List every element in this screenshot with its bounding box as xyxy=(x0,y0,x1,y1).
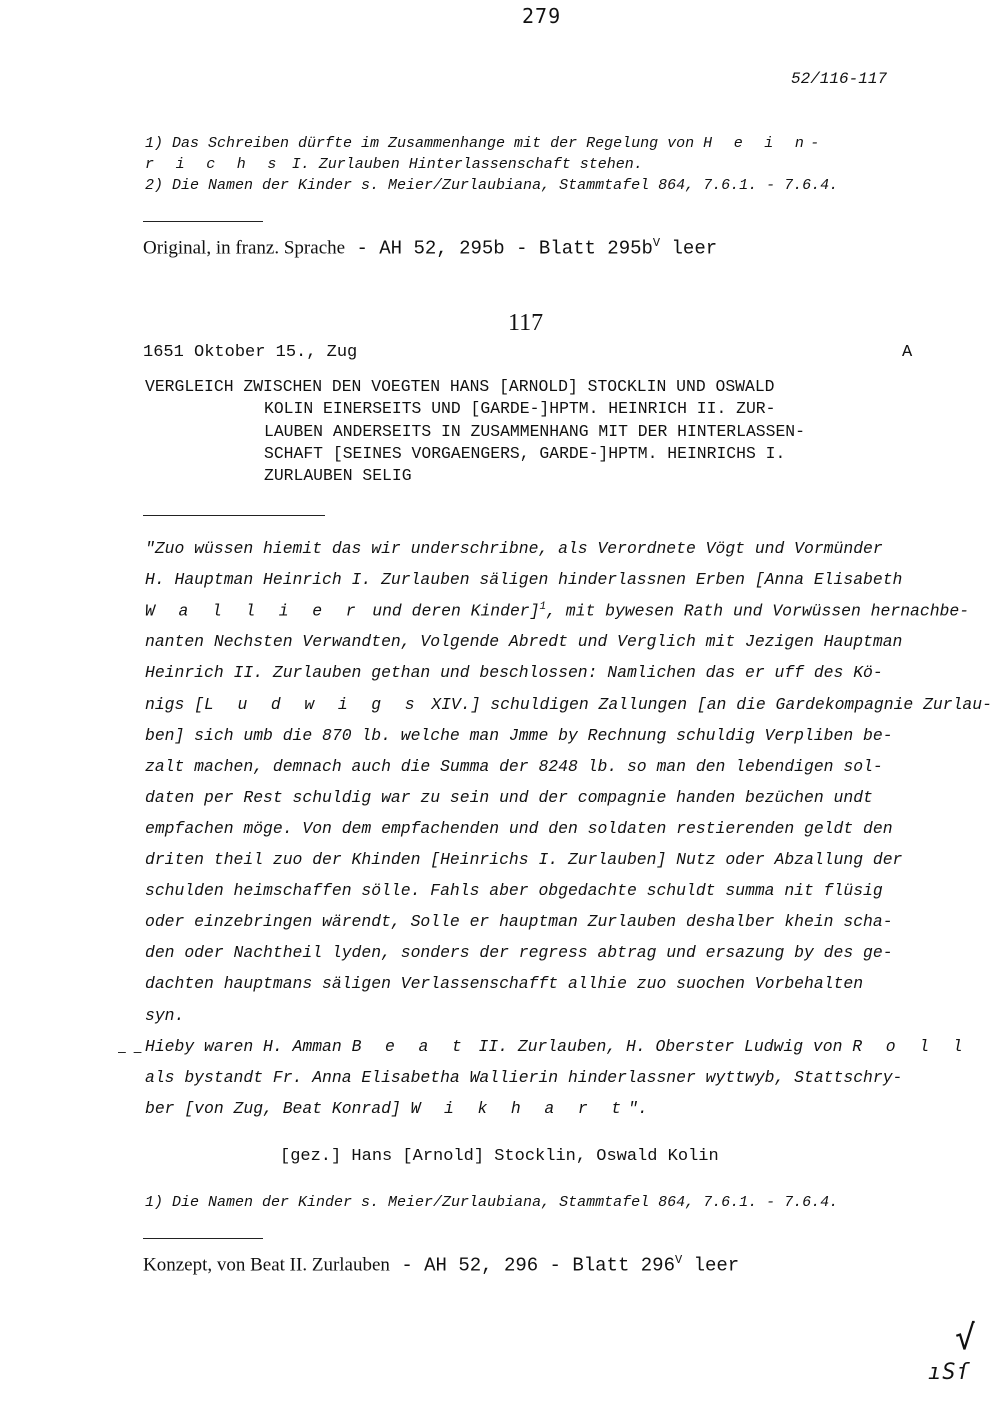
footnote-divider-top xyxy=(143,221,263,222)
source-note-117-ref: - AH 52, 296 - Blatt 296 xyxy=(389,1254,675,1277)
body-line xyxy=(145,974,863,993)
body-line xyxy=(145,943,893,962)
text-run: schulden heimschaffen sölle. Fahls aber obgedachte schuldt summa nit flüsig xyxy=(145,881,883,901)
source-note-117-leer: leer xyxy=(682,1254,740,1277)
text-run: nigs [ xyxy=(145,694,205,714)
footnote-line xyxy=(145,155,643,175)
handwritten-page-mark: ıSſ xyxy=(928,1360,971,1385)
body-line xyxy=(145,912,893,931)
text-run: als bystandt Fr. Anna Elisabetha Wallierin hinderlassner wyttwyb, Stattschry- xyxy=(145,1067,903,1087)
check-mark: √ xyxy=(955,1318,976,1358)
source-note-116-leer: leer xyxy=(660,237,718,260)
heading-divider xyxy=(143,515,325,516)
text-run: , mit bywesen Rath und Vorwüssen hernachbe- xyxy=(546,601,970,621)
heading-line: SCHAFT [SEINES VORGAENGERS, GARDE-]HPTM. HEINRICHS I. xyxy=(264,443,786,463)
spaced-name: R o l l xyxy=(852,1036,970,1056)
text-run: 2) Die Namen der Kinder s. Meier/Zurlaubiana, Stammtafel 864, 7.6.1. - 7.6.4. xyxy=(145,177,839,194)
body-line xyxy=(145,539,883,558)
body-line xyxy=(145,570,902,589)
text-run: Heinrich II. Zurlauben gethan und beschlossen: Namlichen das er uff des Kö- xyxy=(145,663,883,683)
text-run: H. Hauptman Heinrich I. Zurlauben säligen hinderlassnen Erben [Anna Elisabeth xyxy=(145,570,903,590)
footnote-line xyxy=(145,134,826,154)
footnote-line xyxy=(145,176,838,196)
text-run: und deren Kinder] xyxy=(362,601,540,621)
body-line xyxy=(145,1068,902,1087)
document-reference: 52/116-117 xyxy=(791,70,888,88)
heading-line: LAUBEN ANDERSEITS IN ZUSAMMENHANG MIT DER HINTERLASSEN- xyxy=(264,421,805,441)
date-place: 1651 Oktober 15., Zug xyxy=(143,343,358,362)
text-run: den oder Nachtheil lyden, sonders der regress abtrag und ersazung by des ge- xyxy=(145,943,893,963)
body-line xyxy=(145,757,883,776)
text-run: nanten Nechsten Verwandten, Volgende Abredt und Verglich mit Jezigen Hauptman xyxy=(145,632,903,652)
footnote-divider-bottom xyxy=(143,1238,263,1239)
text-run: XIV.] schuldigen Zallungen [an die Gardekompagnie Zurlau- xyxy=(421,694,992,714)
text-run: syn. xyxy=(145,1005,185,1025)
text-run: II. Zurlauben, H. Oberster Ludwig von xyxy=(468,1036,853,1056)
source-note-117 xyxy=(143,1253,739,1276)
body-line xyxy=(145,726,893,745)
spaced-name: B e a t xyxy=(351,1036,469,1056)
text-run: driten theil zuo der Khinden [Heinrichs I. Zurlauben] Nutz oder Abzallung der xyxy=(145,850,903,869)
margin-dash-mark: – – xyxy=(118,1045,142,1060)
body-line xyxy=(145,819,893,838)
text-run: "Zuo wüssen hiemit das wir underschribne, als Verordnete Vögt und Vormünder xyxy=(145,539,883,558)
footnote-document-117: 1) Die Namen der Kinder s. Meier/Zurlaubiana, Stammtafel 864, 7.6.1. - 7.6.4. xyxy=(145,1194,839,1211)
text-run: zalt machen, demnach auch die Summa der 8248 lb. so man den lebendigen sol- xyxy=(145,756,883,776)
body-line xyxy=(145,632,902,651)
text-run: ber [von Zug, Beat Konrad] xyxy=(145,1098,411,1118)
body-line xyxy=(145,695,992,714)
spaced-name: r i c h s xyxy=(145,156,283,173)
text-run: ". xyxy=(628,1098,648,1118)
document-number: 117 xyxy=(508,310,544,336)
text-run: empfachen möge. Von dem empfachenden und den soldaten restierenden geldt den xyxy=(145,818,893,838)
spaced-name: W i k h a r t xyxy=(410,1098,628,1118)
heading-line: KOLIN EINERSEITS UND [GARDE-]HPTM. HEINRICH II. ZUR- xyxy=(264,399,776,419)
source-note-116-ref: - AH 52, 295b - Blatt 295b xyxy=(345,237,653,260)
body-line xyxy=(145,1037,969,1056)
body-line xyxy=(145,850,902,869)
spaced-name: H e i n- xyxy=(703,135,826,152)
source-note-116-type: Original, in franz. Sprache xyxy=(143,237,346,259)
signature-line: [gez.] Hans [Arnold] Stocklin, Oswald Kolin xyxy=(280,1147,719,1166)
body-line xyxy=(145,1099,648,1118)
spaced-name: L u d w i g s xyxy=(204,694,422,714)
heading-line: VERGLEICH ZWISCHEN DEN VOEGTEN HANS [ARNOLD] STOCKLIN UND OSWALD xyxy=(145,377,775,396)
source-note-116 xyxy=(143,236,717,259)
text-run: dachten hauptmans säligen Verlassenschafft allhie zuo suochen Vorbehalten xyxy=(145,974,864,994)
body-line xyxy=(145,788,873,807)
text-run: I. Zurlauben Hinterlassenschaft stehen. xyxy=(282,156,643,173)
body-line xyxy=(145,663,883,682)
source-note-116-verso: V xyxy=(652,236,661,250)
body-line xyxy=(145,881,883,900)
footnote-marker: 1 xyxy=(539,601,547,614)
document-mark-a: A xyxy=(902,343,913,362)
source-note-117-verso: V xyxy=(674,1253,683,1267)
body-line xyxy=(145,601,969,620)
text-run: ben] sich umb die 870 lb. welche man Jmme by Rechnung schuldig Verpliben be- xyxy=(145,725,893,745)
text-run: daten per Rest schuldig war zu sein und der compagnie handen bezüchen undt xyxy=(145,787,873,807)
source-note-117-type: Konzept, von Beat II. Zurlauben xyxy=(143,1254,390,1276)
text-run: oder einzebringen wärendt, Solle er hauptman Zurlauben deshalber khein scha- xyxy=(145,912,893,932)
body-line xyxy=(145,1006,184,1025)
heading-line: ZURLAUBEN SELIG xyxy=(264,466,412,486)
text-run: Hieby waren H. Amman xyxy=(145,1036,352,1056)
spaced-name: W a l l i e r xyxy=(145,601,363,621)
text-run: 1) Das Schreiben dürfte im Zusammenhange mit der Regelung von xyxy=(145,135,704,152)
archive-stamp-number: 279 xyxy=(522,4,562,28)
